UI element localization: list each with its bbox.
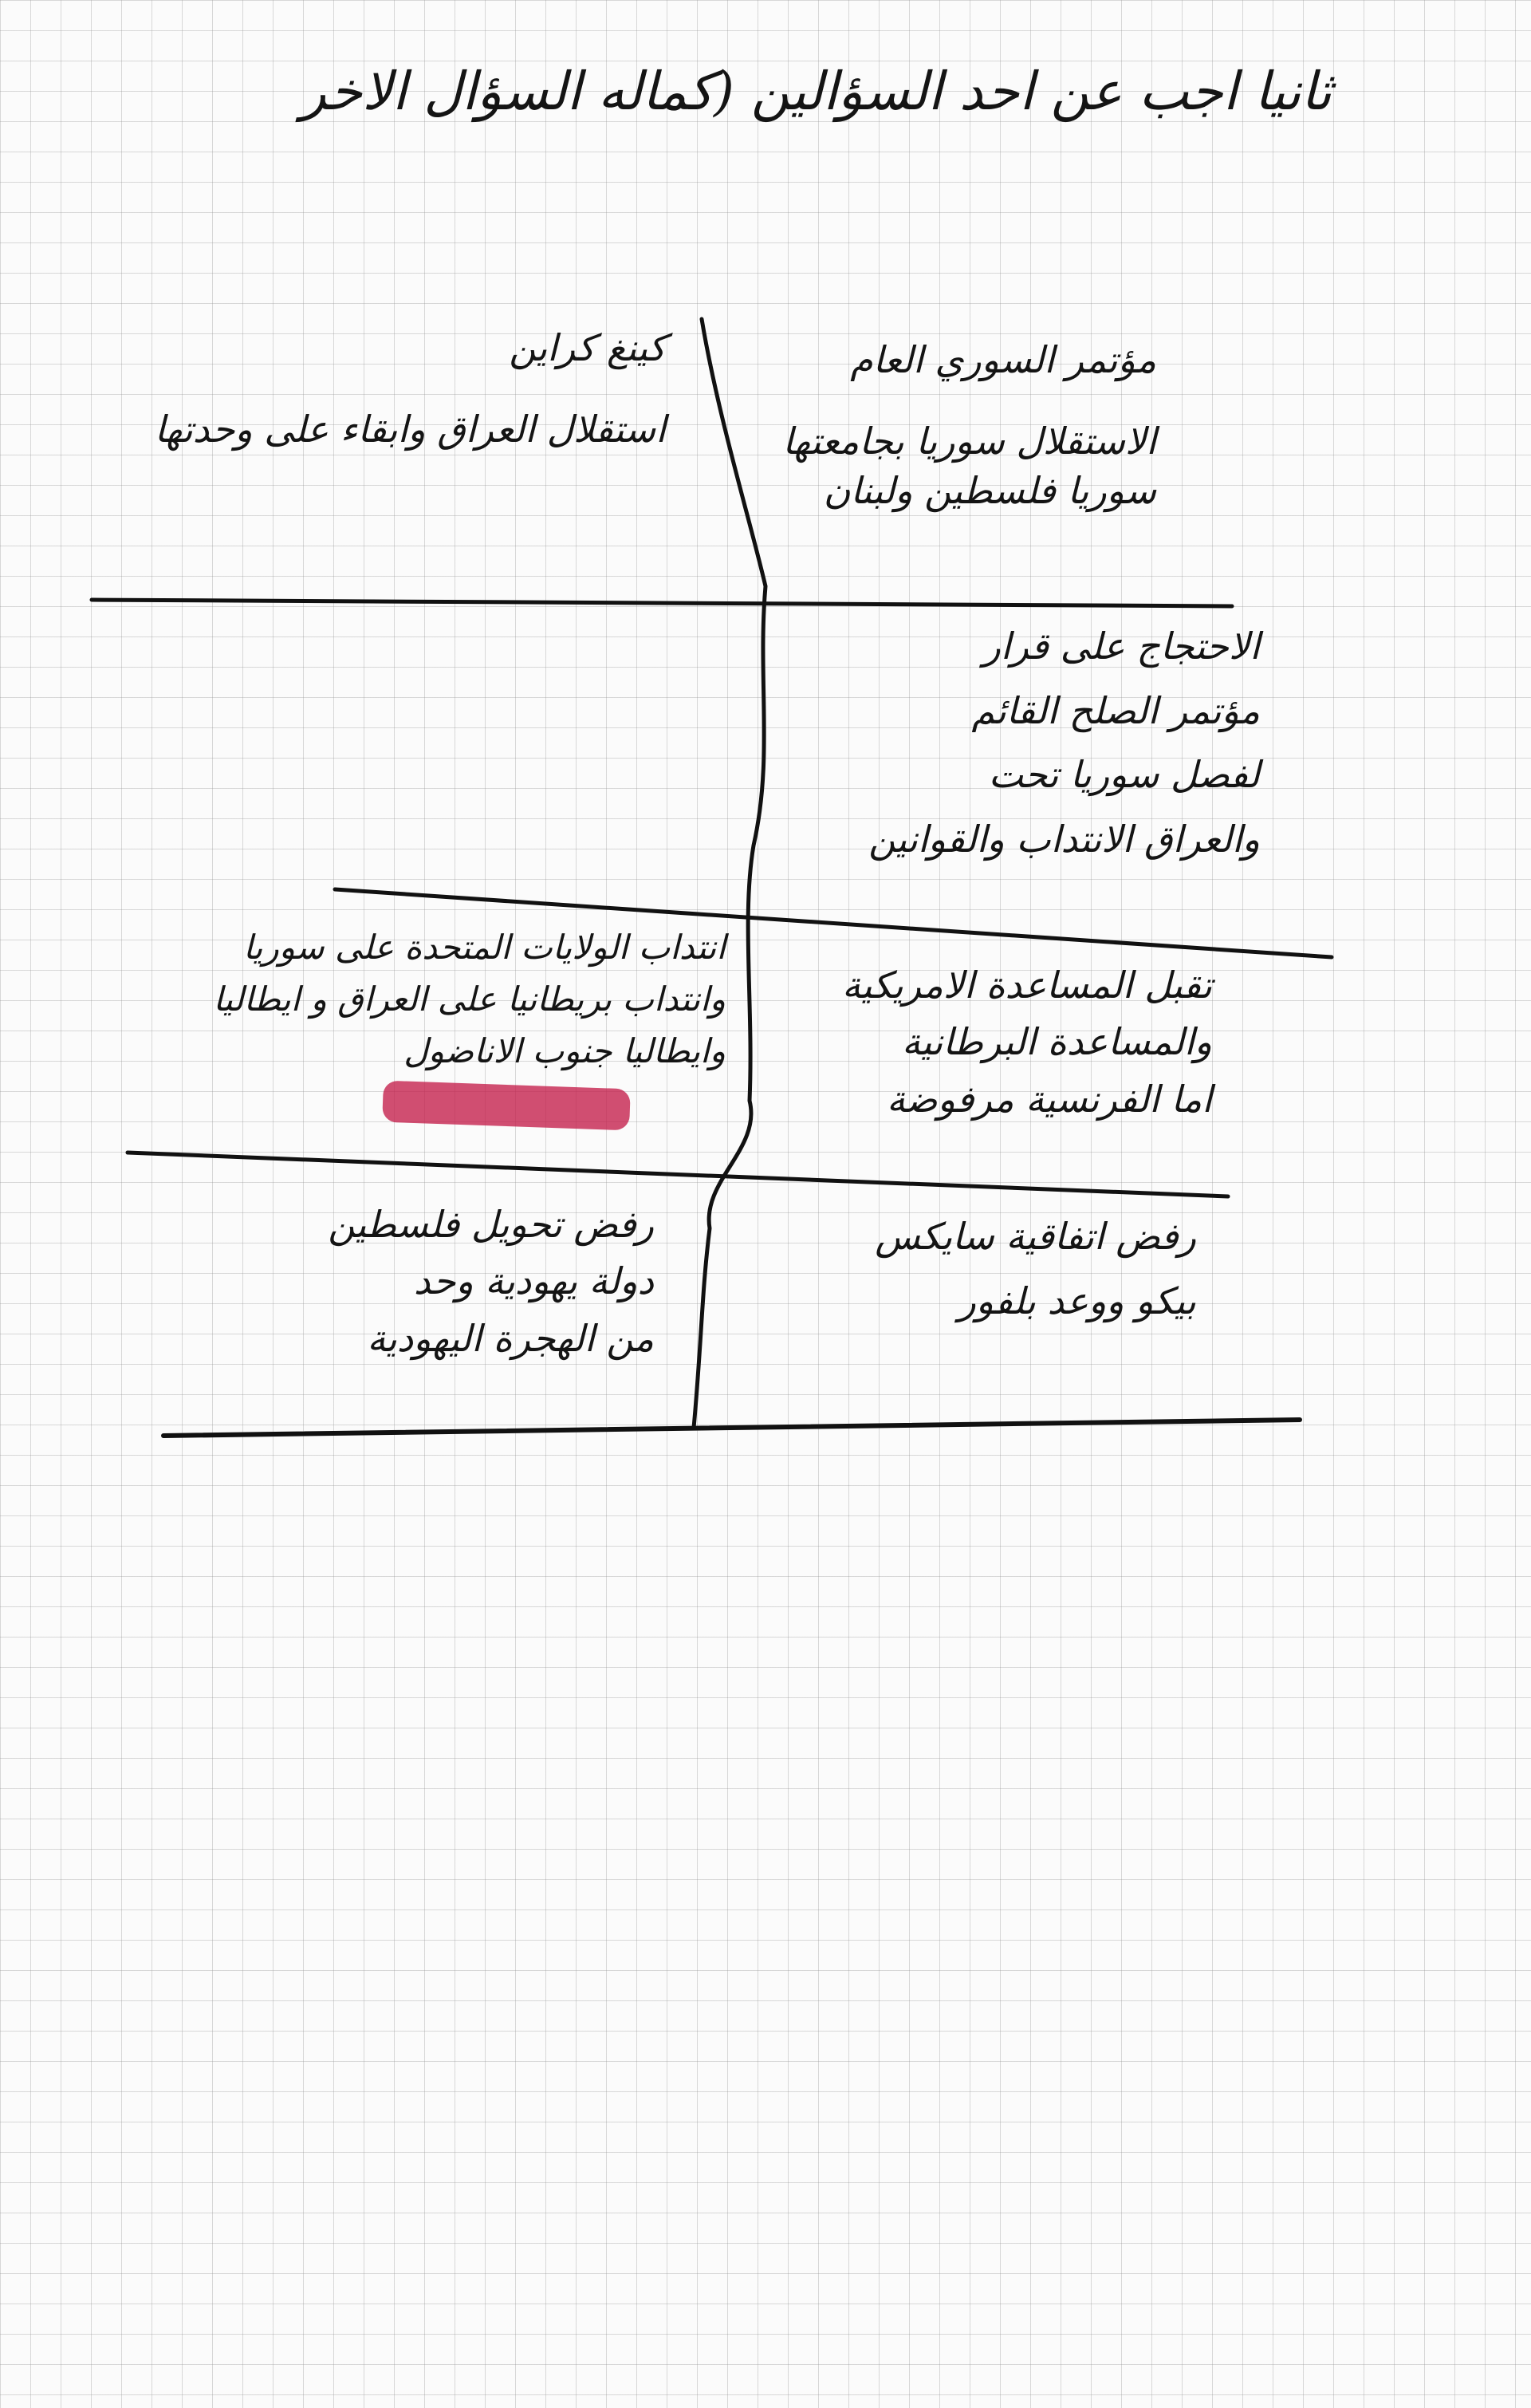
cell-line: استقلال العراق وابقاء على وحدتها xyxy=(154,408,666,451)
cell-line: الاستقلال سوريا بجامعتها xyxy=(782,420,1156,463)
cell-line: لفصل سوريا تحت xyxy=(988,753,1260,796)
cell-line: رفض اتفاقية سايكس xyxy=(875,1215,1196,1258)
cell-line: كينغ كراين xyxy=(509,326,666,369)
cell-line: بيكو ووعد بلفور xyxy=(958,1279,1196,1322)
cell-line: سوريا فلسطين ولبنان xyxy=(823,469,1156,513)
pink-highlighter-mark xyxy=(382,1081,631,1131)
row-separator-4 xyxy=(163,1420,1300,1436)
cell-row4-left xyxy=(328,1196,654,1367)
cell-line: مؤتمر السوري العام xyxy=(850,338,1156,381)
vertical-divider xyxy=(694,319,766,1428)
cell-row1-left xyxy=(155,323,666,454)
cell-line: اما الفرنسية مرفوضة xyxy=(886,1077,1212,1121)
row-separator-1 xyxy=(92,600,1232,606)
cell-row1-right xyxy=(782,335,1156,515)
cell-line: دولة يهودية وحد xyxy=(413,1259,654,1303)
cell-line: وانتداب بريطانيا على العراق و ايطاليا xyxy=(213,979,726,1019)
row-separator-3 xyxy=(128,1153,1228,1196)
page-title: ثانيا اجب عن احد السؤالين (كماله السؤال الاخر xyxy=(301,61,1332,122)
cell-line: انتداب الولايات المتحدة على سوريا xyxy=(242,928,726,967)
cell-line: تقبل المساعدة الامريكية xyxy=(842,964,1212,1007)
cell-line: وايطاليا جنوب الاناضول xyxy=(403,1031,726,1071)
cell-line: رفض تحويل فلسطين xyxy=(328,1203,654,1246)
cell-line: والمساعدة البرطانية xyxy=(901,1020,1212,1064)
cell-line: والعراق الانتداب والقوانين xyxy=(868,817,1260,861)
cell-row3-left xyxy=(213,921,726,1077)
cell-line: مؤتمر الصلح القائم xyxy=(971,688,1260,732)
cell-line: من الهجرة اليهودية xyxy=(367,1316,654,1360)
cell-row3-right xyxy=(842,957,1212,1128)
cell-line: الاحتجاج على قرار xyxy=(982,625,1260,668)
cell-row2-right xyxy=(868,614,1260,871)
cell-row4-right xyxy=(875,1204,1196,1333)
